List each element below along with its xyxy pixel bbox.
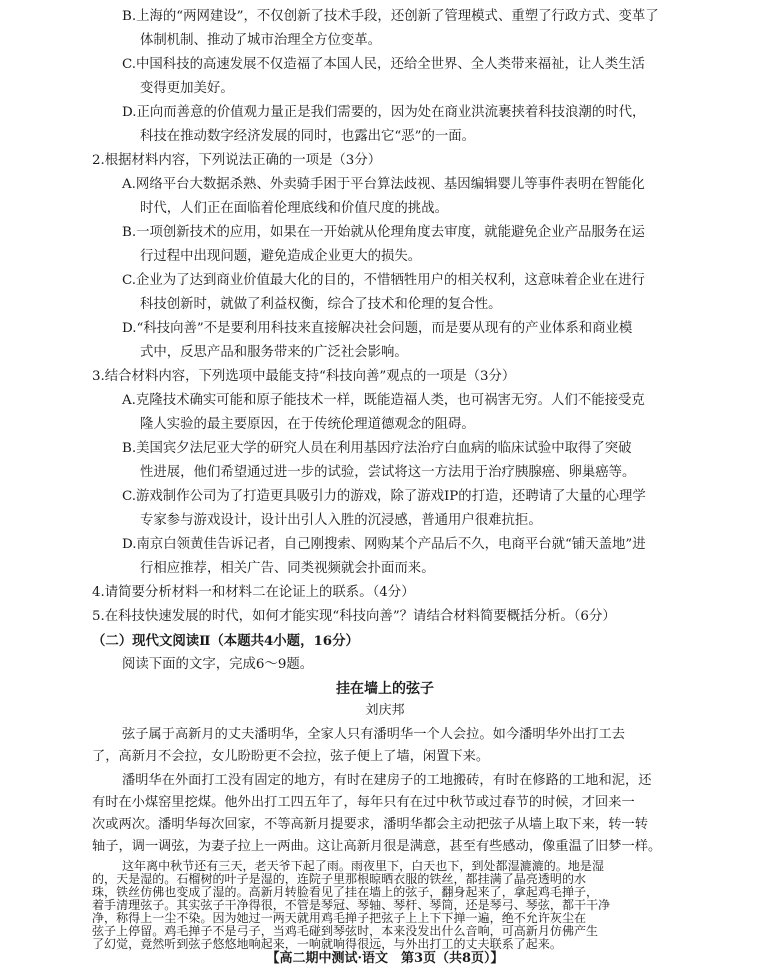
q3-option-a-line1: A.克隆技术确实可能和原子能技术一样，既能造福人类，也可祸害无穷。人们不能接受克 — [122, 393, 645, 408]
q2-option-c-line2: 科技创新时，就做了利益权衡，综合了技术和伦理的复合性。 — [140, 297, 502, 312]
q1-option-b-line2: 体制机制、推动了城市治理全方位变革。 — [140, 33, 382, 48]
paragraph-3-line2: 的，天是湿的。石榴树的叶子是湿的，连院子里那根晾晒衣服的铁丝，都挂满了晶亮透明的水 — [92, 872, 587, 886]
paragraph-3-line5: 净，称得上一尘不染。因为她过一两天就用鸡毛掸子把弦子上上下下掸一遍，绝不允许灰尘在 — [92, 911, 587, 925]
q3-option-b-line1: B.美国宾夕法尼亚大学的研究人员在利用基因疗法治疗白血病的临床试验中取得了突破 — [122, 441, 632, 456]
q1-option-d-line2: 科技在推动数字经济发展的同时，也露出它“恶”的一面。 — [140, 129, 476, 144]
q2-option-b-line1: B.一项创新技术的应用，如果在一开始就从伦理角度去审度，就能避免企业产品服务在运 — [122, 225, 645, 240]
story-title: 挂在墙上的弦子 — [336, 681, 434, 697]
paragraph-1-line2: 了，高新月不会拉，女儿盼盼更不会拉，弦子便上了墙，闲置下来。 — [92, 749, 490, 764]
q1-option-c-line1: C.中国科技的高速发展不仅造福了本国人民，还给全世界、全人类带来福祉，让人类生活 — [122, 57, 645, 72]
q4-stem: 4.请简要分析材料一和材料二在论证上的联系。（4分） — [92, 585, 415, 600]
paragraph-3-line1: 这年离中秋节还有三天，老天爷下起了雨。雨夜里下，白天也下，到处都湿漉漉的。地是湿 — [122, 859, 605, 873]
paragraph-2-line1: 潘明华在外面打工没有固定的地方，有时在建房子的工地搬砖，有时在修路的工地和泥，还 — [122, 773, 652, 788]
q3-option-d-line2: 行相应推荐，相关广告、同类视频就会扑面而来。 — [140, 561, 435, 576]
paragraph-3-line3: 珠，铁丝仿佛也变成了湿的。高新月转脸看见了挂在墙上的弦子，翻身起来了，拿起鸡毛掸子， — [92, 885, 599, 899]
q3-option-d-line1: D.南京白领黄佳告诉记者，自己刚搜索、网购某个产品后不久，电商平台就“铺天盖地”进 — [122, 537, 646, 552]
q1-option-d-line1: D.正向而善意的价值观力量正是我们需要的，因为处在商业洪流裹挟着科技浪潮的时代， — [122, 105, 646, 120]
page-footer: 【高二期中测试·语文 第3页（共8页）】 — [266, 951, 504, 966]
paragraph-3-line7: 了幻觉，竟然听到弦子悠悠地响起来，一响就响得很远，与外出打工的丈夫联系了起来。 — [92, 937, 562, 951]
q3-option-a-line2: 隆人实验的最主要原因，在于传统伦理道德观念的阻碍。 — [140, 417, 475, 432]
q2-option-d-line2: 式中，反思产品和服务带来的广泛社会影响。 — [140, 345, 408, 360]
paragraph-3-line4: 着手清理弦子。其实弦子干净得很，不管是琴冠、琴轴、琴杆、琴筒，还是琴弓、琴弦，都干干净 — [92, 898, 611, 912]
q2-option-d-line1: D.“科技向善”不是要利用科技来直接解决社会问题，而是要从现有的产业体系和商业模 — [122, 321, 633, 336]
paragraph-2-line4: 轴子，调一调弦，为妻子拉上一两曲。这让高新月很是满意，甚至有些感动，像重温了旧梦一样。 — [92, 839, 662, 854]
q3-option-c-line2: 专家参与游戏设计，设计出引人入胜的沉浸感，普通用户很难抗拒。 — [140, 513, 542, 528]
paragraph-3-line6: 弦子上停留。鸡毛掸子不是弓子，当鸡毛碰到琴弦时，本来没发出什么音响，可高新月仿佛产生 — [92, 924, 599, 938]
q3-option-b-line2: 性进展，他们希望通过进一步的试验，尝试将这一方法用于治疗胰腺癌、卵巢癌等。 — [140, 465, 636, 480]
paragraph-2-line3: 次或两次。潘明华每次回家，不等高新月提要求，潘明华都会主动把弦子从墙上取下来，转一转 — [92, 817, 648, 832]
section-heading: （二）现代文阅读Ⅱ（本题共4小题，16分） — [92, 633, 359, 649]
q2-option-a-line1: A.网络平台大数据杀熟、外卖骑手困于平台算法歧视、基因编辑婴儿等事件表明在智能化 — [122, 177, 645, 192]
q5-stem: 5.在科技快速发展的时代，如何才能实现“科技向善”？请结合材料简要概括分析。（6分） — [92, 609, 616, 624]
q2-option-b-line2: 行过程中出现问题，避免造成企业更大的损失。 — [140, 249, 422, 264]
q3-stem: 3.结合材料内容，下列选项中最能支持“科技向善”观点的一项是（3分） — [92, 369, 516, 384]
q2-stem: 2.根据材料内容，下列说法正确的一项是（3分） — [92, 153, 382, 168]
q1-option-c-line2: 变得更加美好。 — [140, 81, 234, 96]
reading-instruction: 阅读下面的文字，完成6～9题。 — [122, 657, 314, 672]
story-author: 刘庆邦 — [365, 703, 405, 718]
q3-option-c-line1: C.游戏制作公司为了打造更具吸引力的游戏，除了游戏IP的打造，还聘请了大量的心理学 — [122, 489, 646, 504]
q2-option-a-line2: 时代，人们正在面临着伦理底线和价值尺度的挑战。 — [140, 201, 448, 216]
paragraph-1-line1: 弦子属于高新月的丈夫潘明华，全家人只有潘明华一个人会拉。如今潘明华外出打工去 — [122, 727, 626, 742]
paragraph-2-line2: 有时在小煤窑里挖煤。他外出打工四五年了，每年只有在过中秋节或过春节的时候，才回来一 — [92, 795, 635, 810]
q2-option-c-line1: C.企业为了达到商业价值最大化的目的，不惜牺牲用户的相关权利，这意味着企业在进行 — [122, 273, 645, 288]
q1-option-b-line1: B.上海的“两网建设”，不仅创新了技术手段，还创新了管理模式、重塑了行政方式、变革了 — [122, 9, 659, 24]
